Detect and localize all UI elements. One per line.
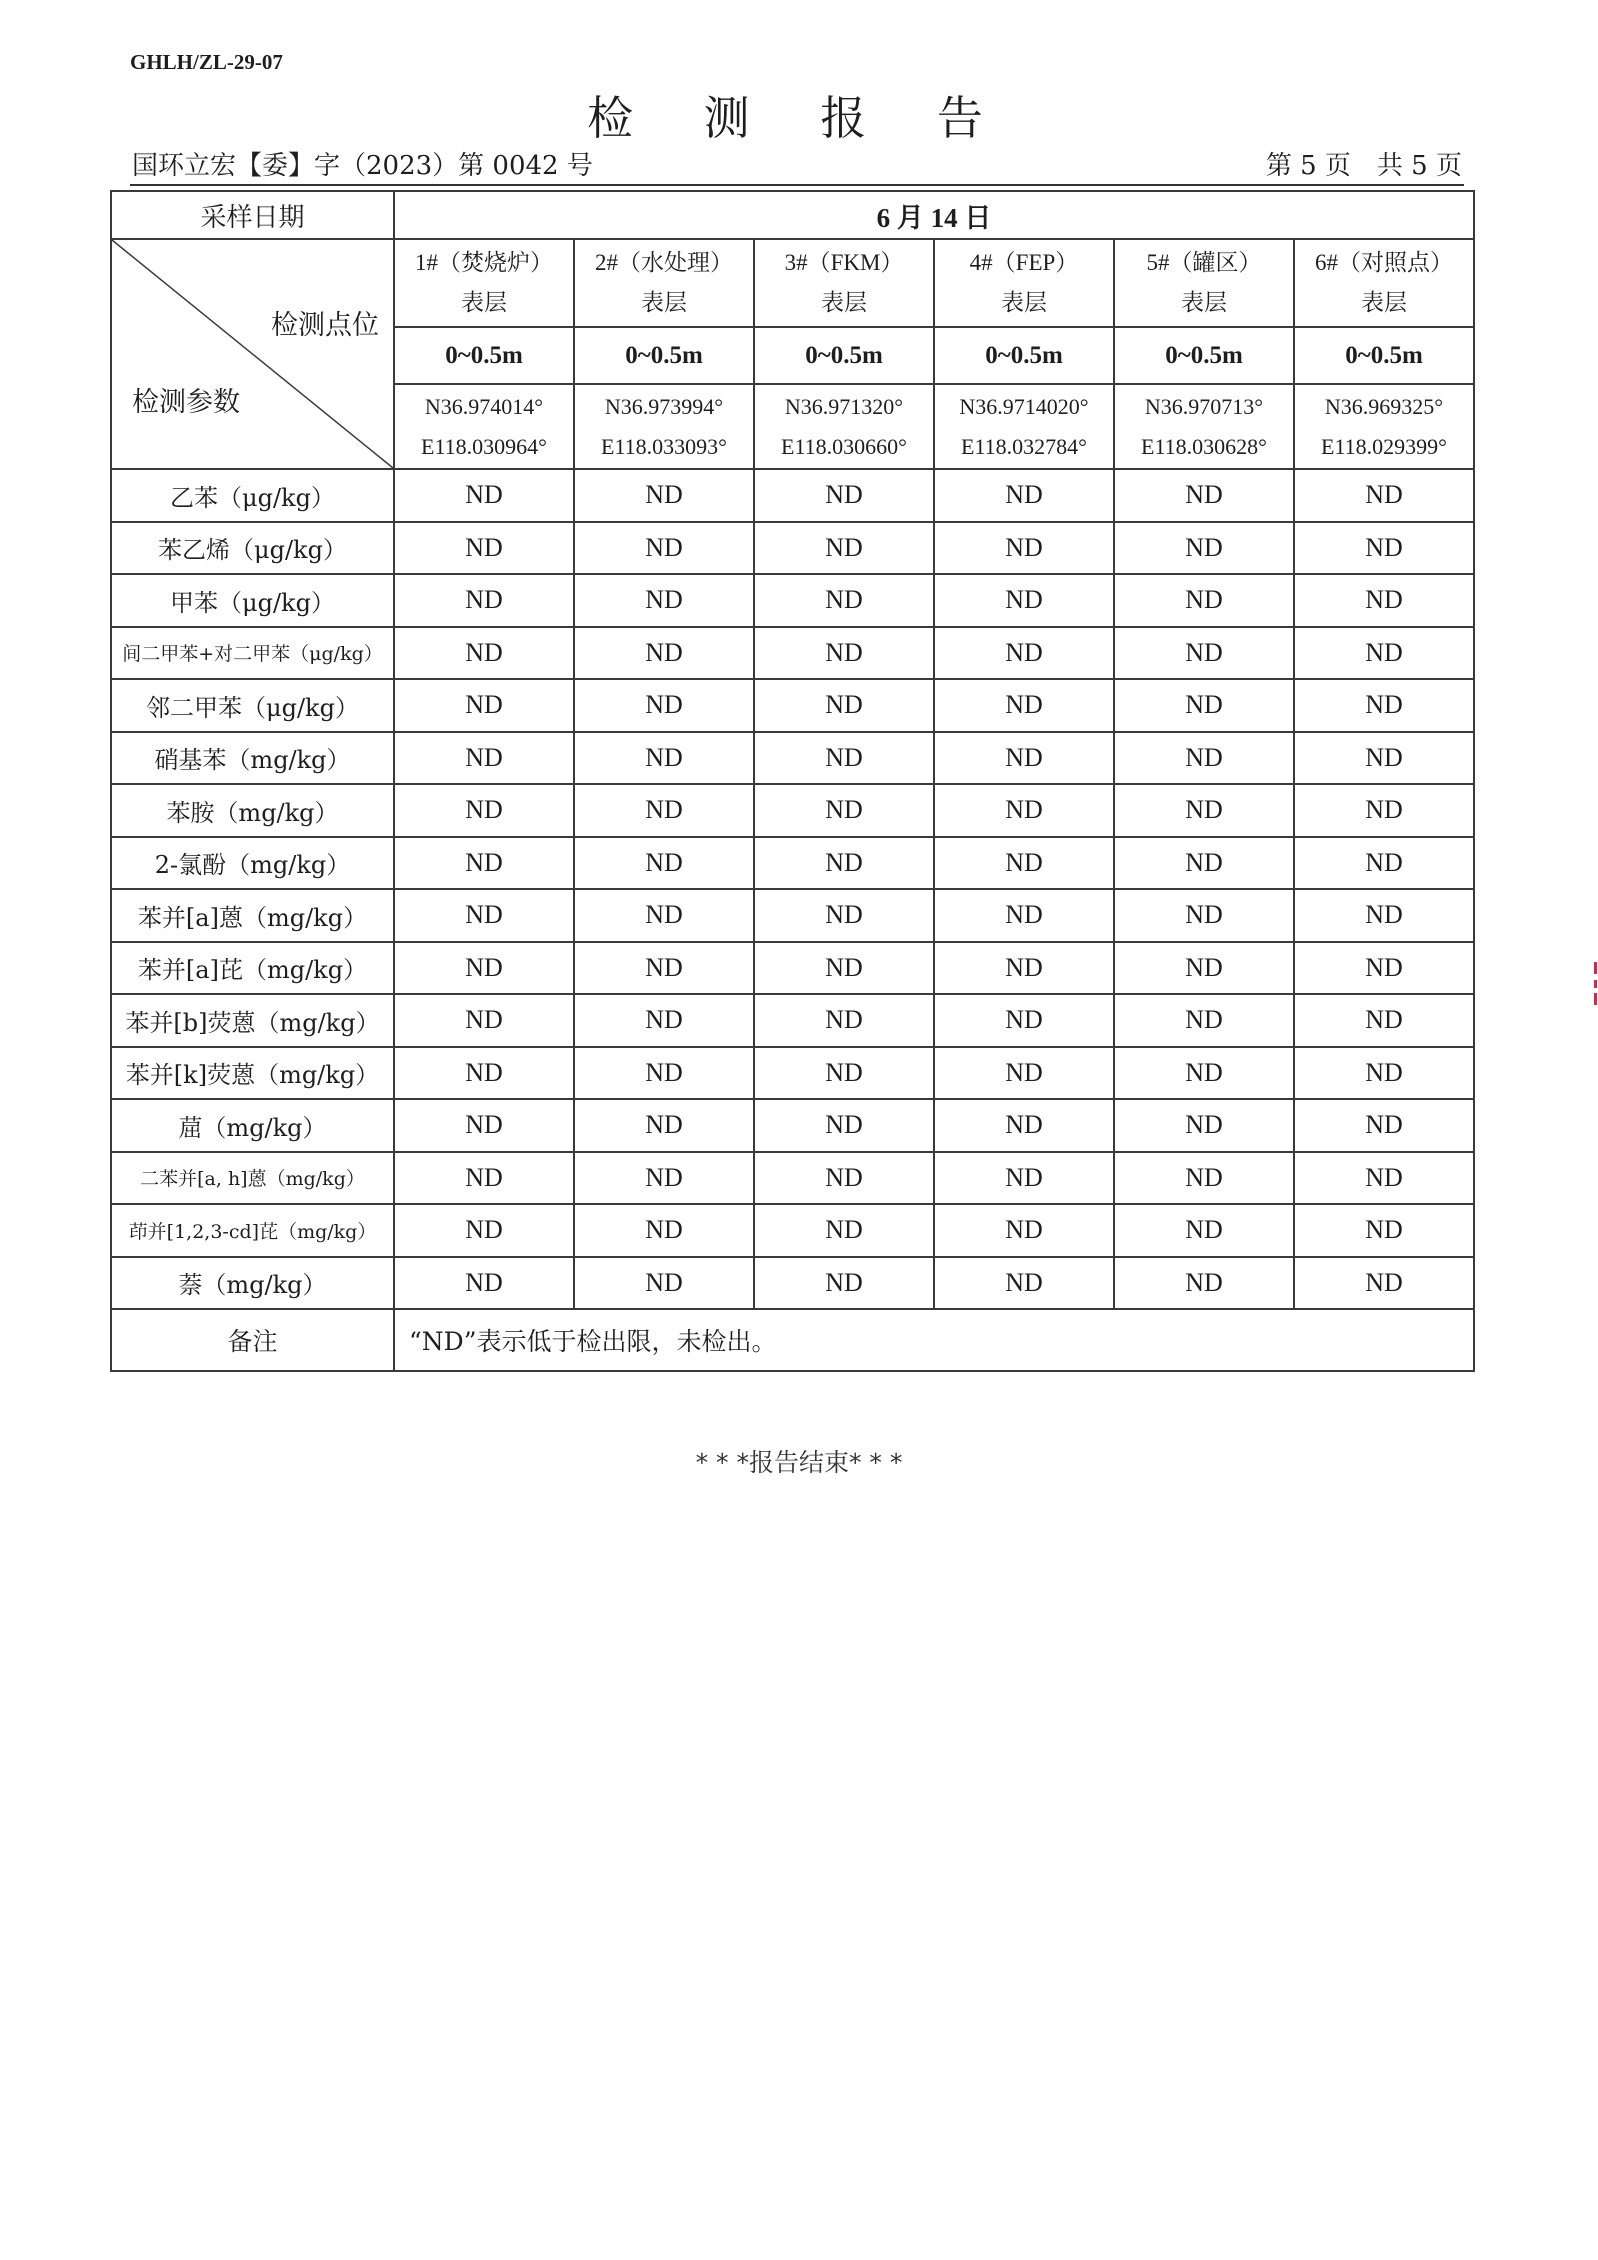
result-value: ND: [934, 627, 1114, 680]
parameter-name: 2-氯酚（mg/kg）: [111, 837, 394, 890]
result-value: ND: [934, 574, 1114, 627]
result-value: ND: [574, 994, 754, 1047]
result-value: ND: [1294, 1152, 1474, 1205]
result-value: ND: [754, 1204, 934, 1257]
result-value: ND: [1114, 889, 1294, 942]
table-row: [111, 1152, 1474, 1205]
diagonal-line: [112, 240, 393, 468]
result-value: ND: [754, 1099, 934, 1152]
parameter-name: 二苯并[a, h]蒽（mg/kg）: [111, 1152, 394, 1205]
result-value: ND: [574, 627, 754, 680]
site-header-cell: [1114, 239, 1294, 327]
result-value: ND: [754, 837, 934, 890]
site-layer: 表层: [1001, 290, 1047, 315]
parameter-name: 邻二甲苯（μg/kg）: [111, 679, 394, 732]
result-value: ND: [934, 1204, 1114, 1257]
result-value: ND: [1114, 627, 1294, 680]
date-label: 采样日期: [111, 191, 394, 239]
table-row: [111, 837, 1474, 890]
parameter-name: 硝基苯（mg/kg）: [111, 732, 394, 785]
parameter-name: 苯并[k]荧蒽（mg/kg）: [111, 1047, 394, 1100]
table-row: [111, 889, 1474, 942]
seal-edge-mark: [1594, 993, 1597, 1005]
result-value: ND: [1114, 942, 1294, 995]
site-latitude: N36.9714020°: [959, 393, 1089, 419]
result-value: ND: [1114, 1047, 1294, 1100]
site-header-cell: [754, 239, 934, 327]
site-depth: 0~0.5m: [754, 327, 934, 384]
result-value: ND: [1114, 679, 1294, 732]
site-longitude: E118.030660°: [781, 433, 907, 459]
parameter-name: 茚并[1,2,3-cd]芘（mg/kg）: [111, 1204, 394, 1257]
result-value: ND: [394, 784, 574, 837]
date-row: [111, 191, 1474, 239]
result-value: ND: [574, 784, 754, 837]
site-header-cell: [574, 239, 754, 327]
result-value: ND: [1294, 784, 1474, 837]
table-row: [111, 784, 1474, 837]
result-value: ND: [394, 1152, 574, 1205]
result-value: ND: [1114, 1099, 1294, 1152]
site-coordinates: [754, 384, 934, 469]
site-depth: 0~0.5m: [1294, 327, 1474, 384]
page-number: 第 5 页 共 5 页: [1265, 151, 1462, 181]
result-value: ND: [934, 732, 1114, 785]
result-value: ND: [1114, 574, 1294, 627]
result-value: ND: [1114, 837, 1294, 890]
result-value: ND: [1294, 942, 1474, 995]
result-value: ND: [394, 1047, 574, 1100]
result-value: ND: [1114, 1257, 1294, 1310]
result-value: ND: [574, 574, 754, 627]
seal-edge-mark: [1594, 980, 1597, 988]
result-value: ND: [574, 679, 754, 732]
remark-text: “ND”表示低于检出限，未检出。: [394, 1309, 1474, 1371]
result-value: ND: [1294, 837, 1474, 890]
result-value: ND: [934, 679, 1114, 732]
result-value: ND: [754, 942, 934, 995]
result-value: ND: [1294, 1257, 1474, 1310]
site-name: 3#（FKM）: [784, 250, 904, 275]
site-longitude: E118.033093°: [601, 433, 727, 459]
parameter-name: 乙苯（μg/kg）: [111, 469, 394, 522]
result-value: ND: [754, 732, 934, 785]
result-value: ND: [1114, 732, 1294, 785]
report-end-mark: * * *报告结束* * *: [695, 1448, 903, 1477]
result-value: ND: [934, 1099, 1114, 1152]
table-row: [111, 679, 1474, 732]
result-value: ND: [574, 1099, 754, 1152]
result-value: ND: [1114, 1152, 1294, 1205]
remark-row: [111, 1309, 1474, 1371]
result-value: ND: [394, 574, 574, 627]
parameter-name: 苯并[a]蒽（mg/kg）: [111, 889, 394, 942]
site-layer: 表层: [461, 290, 507, 315]
site-latitude: N36.974014°: [424, 393, 544, 419]
site-latitude: N36.969325°: [1324, 393, 1444, 419]
result-value: ND: [1114, 784, 1294, 837]
remark-label: 备注: [111, 1309, 394, 1371]
document-code: GHLH/ZL-29-07: [130, 50, 283, 74]
result-value: ND: [574, 469, 754, 522]
result-value: ND: [574, 1204, 754, 1257]
result-value: ND: [394, 627, 574, 680]
result-value: ND: [754, 469, 934, 522]
result-value: ND: [394, 994, 574, 1047]
site-depth: 0~0.5m: [934, 327, 1114, 384]
result-value: ND: [934, 889, 1114, 942]
result-value: ND: [394, 732, 574, 785]
result-value: ND: [754, 679, 934, 732]
table-row: [111, 1099, 1474, 1152]
parameter-name: 苯并[a]芘（mg/kg）: [111, 942, 394, 995]
table-row: [111, 1257, 1474, 1310]
site-latitude: N36.971320°: [784, 393, 904, 419]
site-latitude: N36.970713°: [1144, 393, 1264, 419]
result-value: ND: [1114, 994, 1294, 1047]
result-value: ND: [394, 1257, 574, 1310]
result-value: ND: [1114, 522, 1294, 575]
site-depth: 0~0.5m: [394, 327, 574, 384]
result-value: ND: [1294, 574, 1474, 627]
result-value: ND: [934, 1047, 1114, 1100]
result-value: ND: [754, 522, 934, 575]
result-value: ND: [754, 574, 934, 627]
result-value: ND: [754, 1152, 934, 1205]
result-value: ND: [934, 994, 1114, 1047]
result-value: ND: [394, 1204, 574, 1257]
result-value: ND: [1294, 1204, 1474, 1257]
parameter-name: 萘（mg/kg）: [111, 1257, 394, 1310]
result-value: ND: [574, 522, 754, 575]
result-value: ND: [394, 522, 574, 575]
diagonal-top-label: 检测点位: [271, 310, 379, 341]
result-value: ND: [1294, 732, 1474, 785]
result-value: ND: [1114, 1204, 1294, 1257]
result-value: ND: [574, 1047, 754, 1100]
result-value: ND: [574, 837, 754, 890]
result-value: ND: [1294, 1099, 1474, 1152]
table-row: [111, 469, 1474, 522]
parameter-name: 苯胺（mg/kg）: [111, 784, 394, 837]
site-longitude: E118.032784°: [961, 433, 1087, 459]
result-value: ND: [1294, 679, 1474, 732]
result-value: ND: [394, 942, 574, 995]
site-name: 6#（对照点）: [1315, 250, 1454, 275]
table-row: [111, 942, 1474, 995]
site-name: 1#（焚烧炉）: [415, 250, 553, 275]
site-layer: 表层: [641, 290, 687, 315]
result-value: ND: [574, 942, 754, 995]
site-coordinates: [1294, 384, 1474, 469]
table-row: [111, 1047, 1474, 1100]
site-header-cell: [1294, 239, 1474, 327]
parameter-name: 苯乙烯（μg/kg）: [111, 522, 394, 575]
site-coordinates: [394, 384, 574, 469]
table-row: [111, 994, 1474, 1047]
result-value: ND: [934, 784, 1114, 837]
result-value: ND: [574, 889, 754, 942]
site-layer: 表层: [1181, 290, 1227, 315]
table-row: [111, 732, 1474, 785]
site-layer: 表层: [1361, 290, 1408, 315]
result-value: ND: [574, 732, 754, 785]
date-value: 6 月 14 日: [394, 191, 1474, 239]
site-coordinates: [934, 384, 1114, 469]
result-value: ND: [394, 889, 574, 942]
parameter-name: 间二甲苯+对二甲苯（μg/kg）: [111, 627, 394, 680]
result-value: ND: [934, 837, 1114, 890]
result-value: ND: [1294, 627, 1474, 680]
result-value: ND: [1294, 522, 1474, 575]
result-value: ND: [934, 469, 1114, 522]
site-longitude: E118.030964°: [421, 433, 547, 459]
result-value: ND: [1294, 994, 1474, 1047]
result-value: ND: [934, 942, 1114, 995]
results-table: [110, 190, 1475, 1372]
parameter-name: 苯并[b]荧蒽（mg/kg）: [111, 994, 394, 1047]
result-value: ND: [754, 1047, 934, 1100]
site-longitude: E118.029399°: [1321, 433, 1447, 459]
result-value: ND: [1294, 889, 1474, 942]
site-name: 4#（FEP）: [969, 250, 1079, 275]
result-value: ND: [754, 1257, 934, 1310]
site-layer: 表层: [821, 290, 867, 315]
seal-edge-mark: [1594, 962, 1597, 974]
result-value: ND: [394, 469, 574, 522]
parameter-name: 䓛（mg/kg）: [111, 1099, 394, 1152]
result-value: ND: [934, 522, 1114, 575]
result-value: ND: [574, 1257, 754, 1310]
table-row: [111, 522, 1474, 575]
site-depth: 0~0.5m: [574, 327, 754, 384]
site-coordinates: [574, 384, 754, 469]
site-header-cell: [934, 239, 1114, 327]
reference-line: [130, 146, 1464, 186]
table-row: [111, 574, 1474, 627]
result-value: ND: [754, 627, 934, 680]
result-value: ND: [394, 837, 574, 890]
result-value: ND: [754, 994, 934, 1047]
result-value: ND: [1294, 1047, 1474, 1100]
result-value: ND: [934, 1257, 1114, 1310]
site-name: 5#（罐区）: [1146, 250, 1262, 275]
site-name-row: [111, 239, 1474, 327]
reference-number: 国环立宏【委】字（2023）第 0042 号: [132, 151, 593, 181]
result-value: ND: [1114, 469, 1294, 522]
result-value: ND: [394, 1099, 574, 1152]
result-value: ND: [1294, 469, 1474, 522]
page-title: 检 测 报 告: [587, 91, 1011, 145]
site-longitude: E118.030628°: [1141, 433, 1267, 459]
site-coordinates: [1114, 384, 1294, 469]
diagonal-bottom-label: 检测参数: [132, 387, 240, 418]
result-value: ND: [754, 889, 934, 942]
diagonal-header-cell: [111, 239, 394, 469]
result-value: ND: [754, 784, 934, 837]
parameter-name: 甲苯（μg/kg）: [111, 574, 394, 627]
table-row: [111, 1204, 1474, 1257]
result-value: ND: [934, 1152, 1114, 1205]
site-header-cell: [394, 239, 574, 327]
result-value: ND: [574, 1152, 754, 1205]
site-name: 2#（水处理）: [595, 250, 733, 275]
table-row: [111, 627, 1474, 680]
site-latitude: N36.973994°: [604, 393, 724, 419]
site-depth: 0~0.5m: [1114, 327, 1294, 384]
result-value: ND: [394, 679, 574, 732]
